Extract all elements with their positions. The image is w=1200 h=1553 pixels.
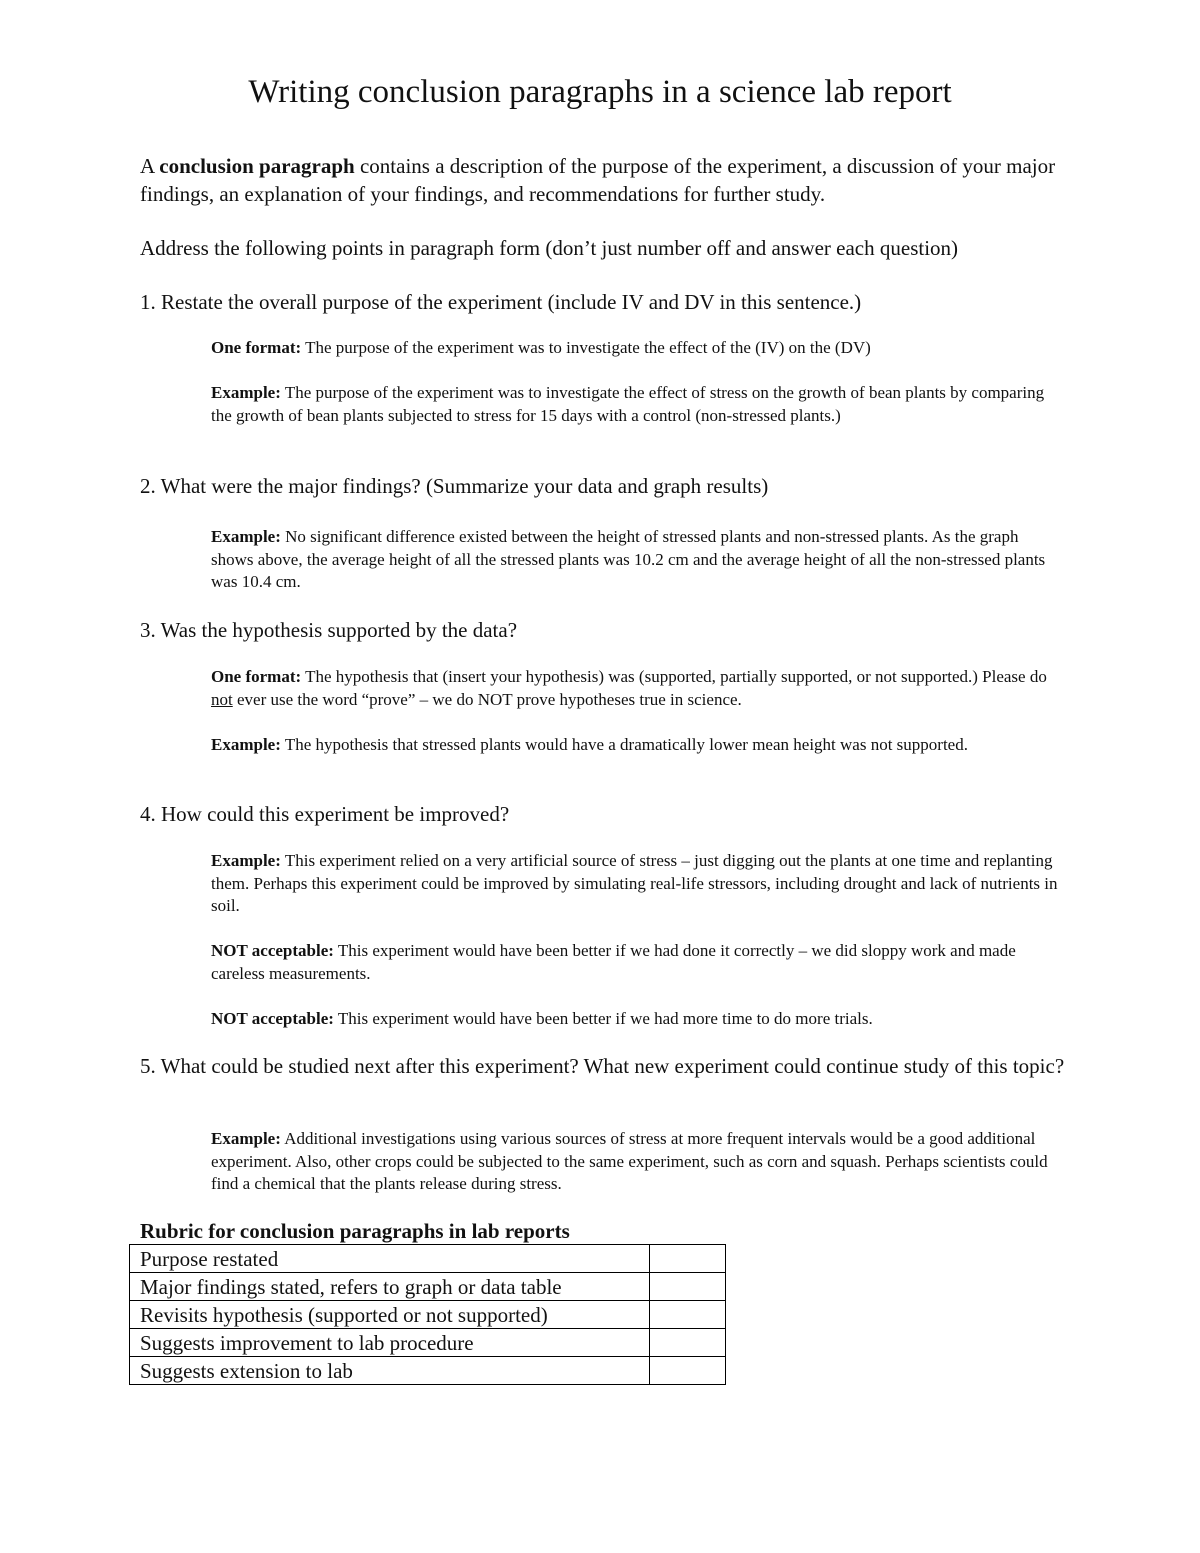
table-row: [130, 1273, 726, 1301]
rubric-score-cell[interactable]: [650, 1273, 726, 1301]
rubric-score-cell[interactable]: [650, 1357, 726, 1385]
rubric-criterion: Major findings stated, refers to graph or data table: [130, 1273, 650, 1301]
table-row: [130, 1245, 726, 1273]
q2-example: Example: No significant difference existed between the height of stressed plants and non-stressed plants. As the graph shows above, the average height of all the stressed plants was 10.2 cm and the average height of all the non-stressed plants was 10.4 cm.: [211, 527, 1046, 591]
table-row: [130, 1301, 726, 1329]
rubric-criterion: Suggests improvement to lab procedure: [130, 1329, 650, 1357]
page-title: Writing conclusion paragraphs in a science lab report: [248, 74, 952, 110]
q3-format: One format: The hypothesis that (insert your hypothesis) was (supported, partially supported, or not supported.) Please do not ever use the word “prove” – we do NOT prove hypotheses true in science.: [211, 667, 1047, 709]
intro-term: conclusion paragraph: [159, 154, 355, 178]
q4-not-acceptable-1: NOT acceptable: This experiment would have been better if we had done it correctly – we did sloppy work and made careless measurements.: [211, 941, 1016, 983]
rubric-score-cell[interactable]: [650, 1329, 726, 1357]
question-4: 4. How could this experiment be improved?: [140, 802, 510, 826]
rubric-title: Rubric for conclusion paragraphs in lab reports: [140, 1219, 570, 1243]
q1-format: One format: The purpose of the experiment was to investigate the effect of the (IV) on the (DV): [211, 338, 871, 357]
rubric-table: [129, 1244, 726, 1385]
q4-example: Example: This experiment relied on a very artificial source of stress – just digging out the plants at one time and replanting them. Perhaps this experiment could be improved by simulating real-life stressors, including drought and lack of nutrients in soil.: [211, 851, 1058, 915]
table-row: [130, 1329, 726, 1357]
question-1: 1. Restate the overall purpose of the experiment (include IV and DV in this sentence.): [140, 290, 862, 314]
q3-example: Example: The hypothesis that stressed plants would have a dramatically lower mean height was not supported.: [211, 735, 968, 754]
q5-example: Example: Additional investigations using various sources of stress at more frequent intervals would be a good additional experiment. Also, other crops could be subjected to the same experiment, such as corn and squash. Perhaps scientists could find a chemical that the plants release during stress.: [211, 1129, 1048, 1193]
question-2: 2. What were the major findings? (Summarize your data and graph results): [140, 474, 769, 498]
question-3: 3. Was the hypothesis supported by the data?: [140, 618, 518, 642]
intro-paragraph: A conclusion paragraph contains a description of the purpose of the experiment, a discussion of your major findings, an explanation of your findings, and recommendations for further study.: [140, 154, 1056, 206]
rubric-criterion: Suggests extension to lab: [130, 1357, 650, 1385]
q1-example: Example: The purpose of the experiment was to investigate the effect of stress on the growth of bean plants by comparing the growth of bean plants subjected to stress for 15 days with a control (non-stressed plants.): [211, 383, 1045, 425]
rubric-criterion: Revisits hypothesis (supported or not supported): [130, 1301, 650, 1329]
instructions: Address the following points in paragraph form (don’t just number off and answer each question): [140, 236, 959, 260]
rubric-score-cell[interactable]: [650, 1245, 726, 1273]
rubric-criterion: Purpose restated: [130, 1245, 650, 1273]
rubric-score-cell[interactable]: [650, 1301, 726, 1329]
q4-not-acceptable-2: NOT acceptable: This experiment would have been better if we had more time to do more trials.: [211, 1009, 873, 1028]
question-5: 5. What could be studied next after this experiment? What new experiment could continue study of this topic?: [140, 1054, 1065, 1078]
table-row: [130, 1357, 726, 1385]
